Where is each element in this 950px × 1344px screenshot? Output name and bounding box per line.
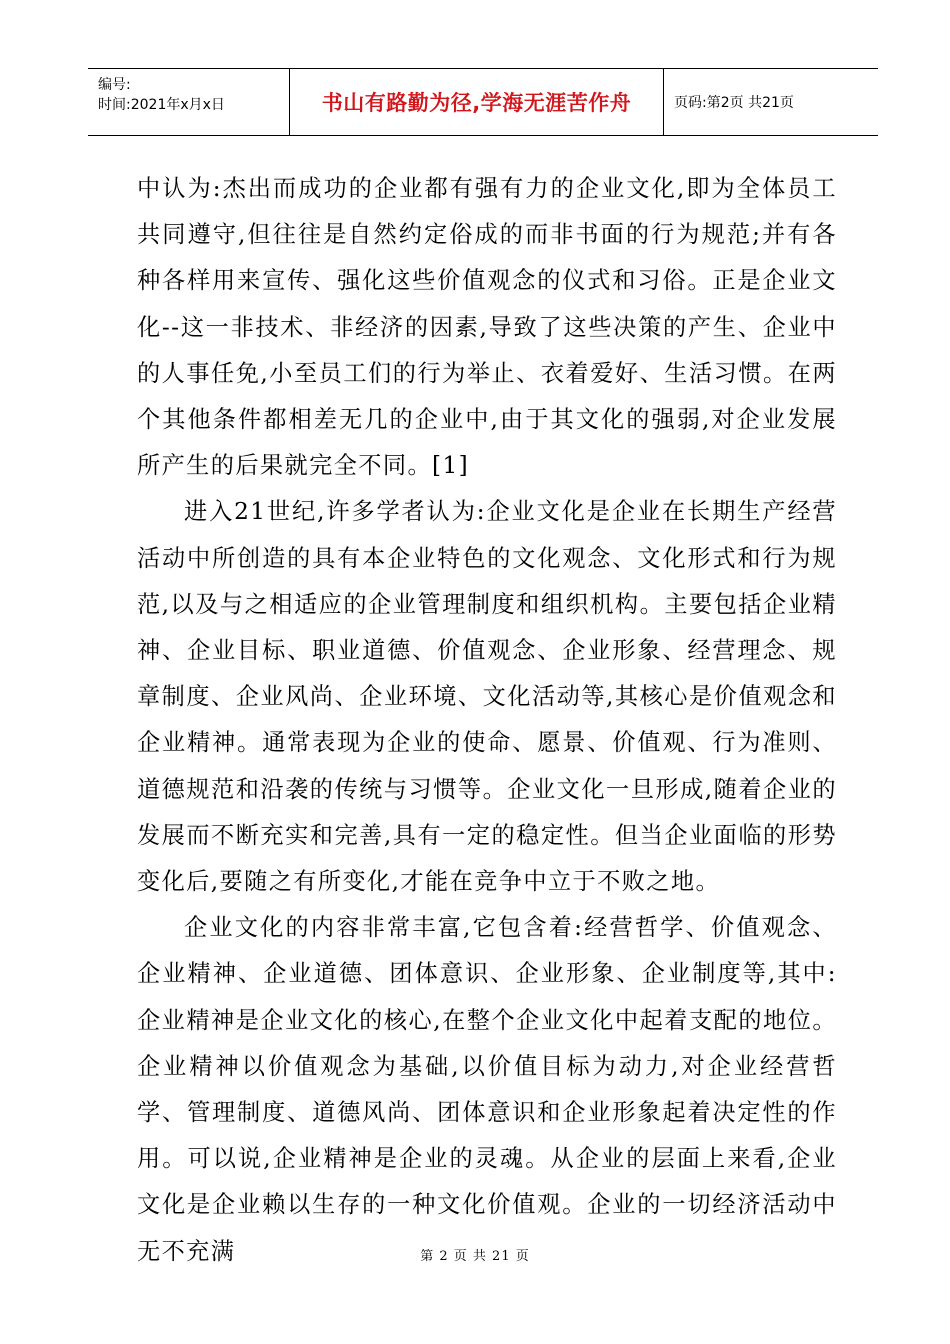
- motto-text: 书山有路勤为径,学海无涯苦作舟: [321, 91, 632, 115]
- body-paragraph-2: 进入21世纪,许多学者认为:企业文化是企业在长期生产经营活动中所创造的具有本企业特色的文化观念、文化形式和行为规范,以及与之相适应的企业管理制度和组织机构。主要包括企业精神、企业目标、职业道德、价值观念、企业形象、经营理念、规章制度、企业风尚、企业环境、文化活动等,其核心是价值观念和企业精神。通常表现为企业的使命、愿景、价值观、行为准则、道德规范和沿袭的传统与习惯等。企业文化一旦形成,随着企业的发展而不断充实和完善,具有一定的稳定性。但当企业面临的形势变化后,要随之有所变化,才能在竞争中立于不败之地。: [137, 498, 837, 896]
- header-page-cell: [664, 69, 878, 135]
- time-label: 时间:2021年x月x日: [98, 97, 225, 113]
- page-footer: 第 2 页 共 21 页: [420, 1249, 530, 1264]
- header-meta-cell: [88, 69, 290, 135]
- header-motto-cell: [290, 69, 664, 135]
- document-header: [88, 68, 878, 136]
- body-paragraph-1: 中认为:杰出而成功的企业都有强有力的企业文化,即为全体员工共同遵守,但往往是自然约定俗成的而非书面的行为规范;并有各种各样用来宣传、强化这些价值观念的仪式和习俗。正是企业文化--这一非技术、非经济的因素,导致了这些决策的产生、企业中的人事任免,小至员工们的行为举止、衣着爱好、生活习惯。在两个其他条件都相差无几的企业中,由于其文化的强弱,对企业发展所产生的后果就完全不同。[1]: [137, 175, 837, 480]
- body-paragraph-3: 企业文化的内容非常丰富,它包含着:经营哲学、价值观念、企业精神、企业道德、团体意识、企业形象、企业制度等,其中:企业精神是企业文化的核心,在整个企业文化中起着支配的地位。企业精神以价值观念为基础,以价值目标为动力,对企业经营哲学、管理制度、道德风尚、团体意识和企业形象起着决定性的作用。可以说,企业精神是企业的灵魂。从企业的层面上来看,企业文化是企业赖以生存的一种文化价值观。企业的一切经济活动中无不充满: [137, 914, 837, 1265]
- document-body: [137, 166, 837, 1275]
- page-number-label: 页码:第2页 共21页: [674, 95, 794, 111]
- number-label: 编号:: [98, 77, 131, 93]
